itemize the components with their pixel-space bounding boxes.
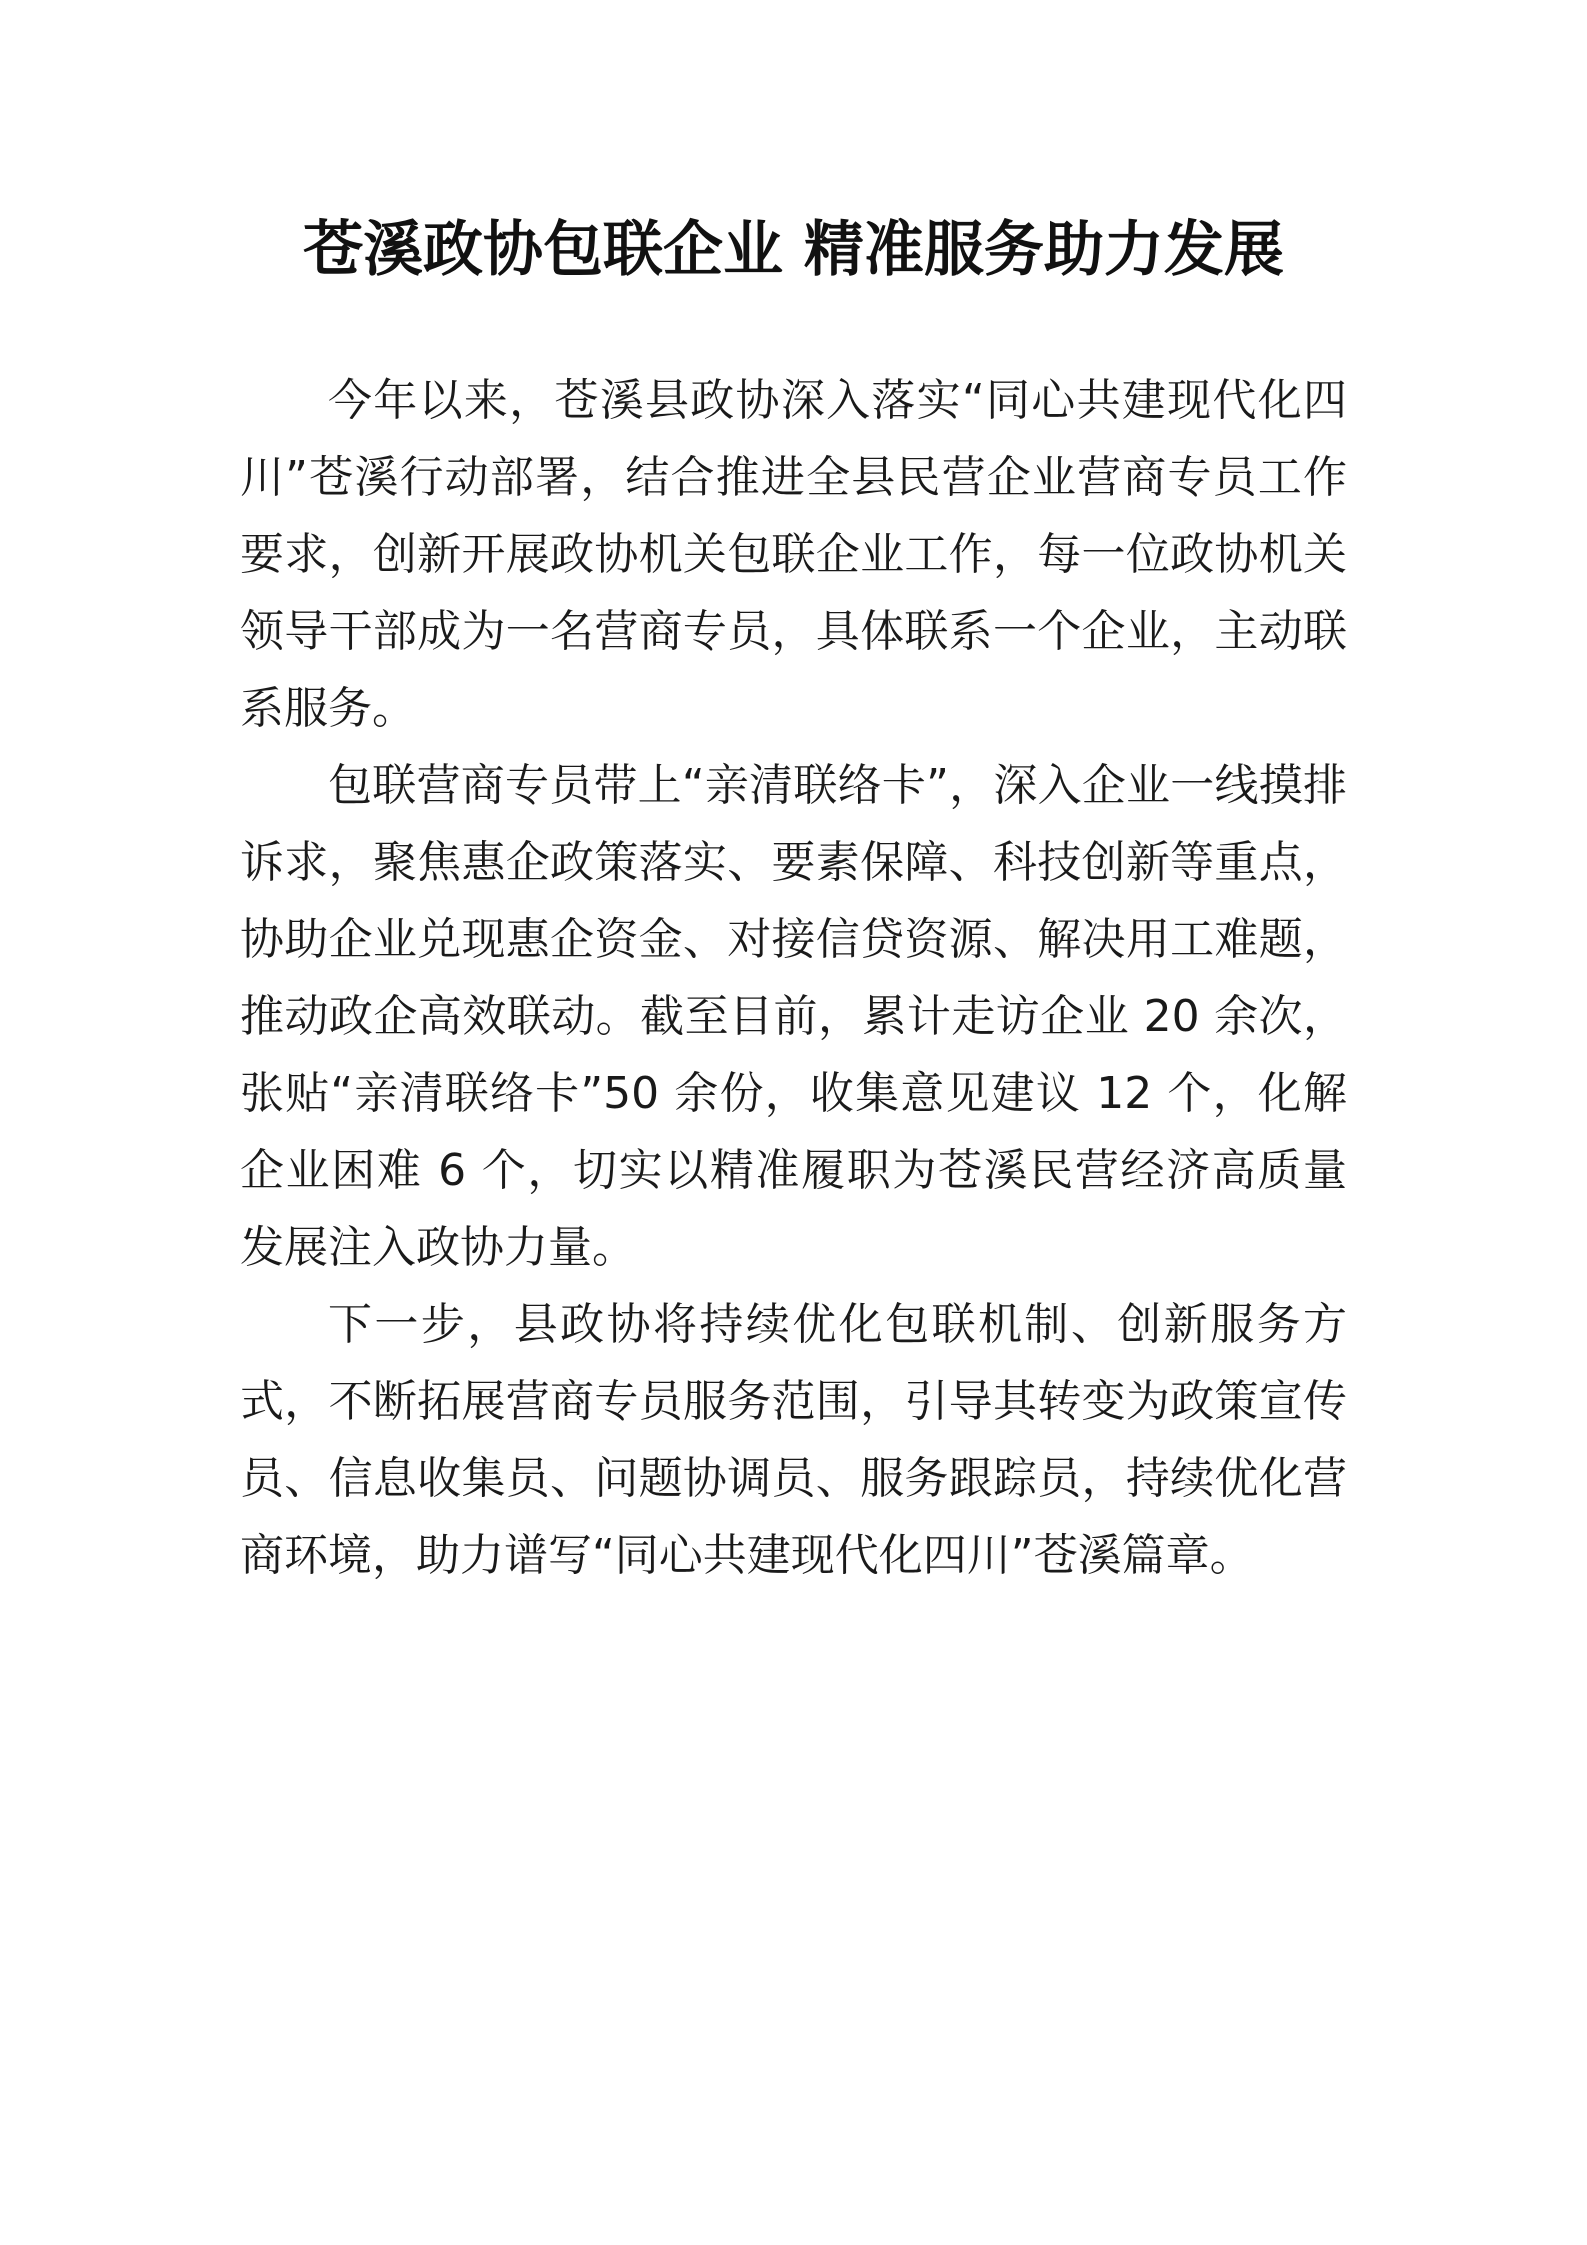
paragraph-1: 今年以来，苍溪县政协深入落实“同心共建现代化四川”苍溪行动部署，结合推进全县民营企业营商专员工作要求，创新开展政协机关包联企业工作，每一位政协机关领导干部成为一名营商专员，具体联系一个企业，主动联系服务。 xyxy=(240,375,1347,734)
document-body xyxy=(240,362,1347,1594)
paragraph-2: 包联营商专员带上“亲清联络卡”，深入企业一线摸排诉求，聚焦惠企政策落实、要素保障、科技创新等重点，协助企业兑现惠企资金、对接信贷资源、解决用工难题，推动政企高效联动。截至目前，累计走访企业 20 余次，张贴“亲清联络卡”50 余份，收集意见建议 12 个，化解企业困难 6 个，切实以精准履职为苍溪民营经济高质量发展注入政协力量。 xyxy=(240,760,1347,1273)
paragraph-3: 下一步，县政协将持续优化包联机制、创新服务方式，不断拓展营商专员服务范围，引导其转变为政策宣传员、信息收集员、问题协调员、服务跟踪员，持续优化营商环境，助力谱写“同心共建现代化四川”苍溪篇章。 xyxy=(240,1299,1347,1581)
document-title: 苍溪政协包联企业 精准服务助力发展 xyxy=(303,215,1284,285)
